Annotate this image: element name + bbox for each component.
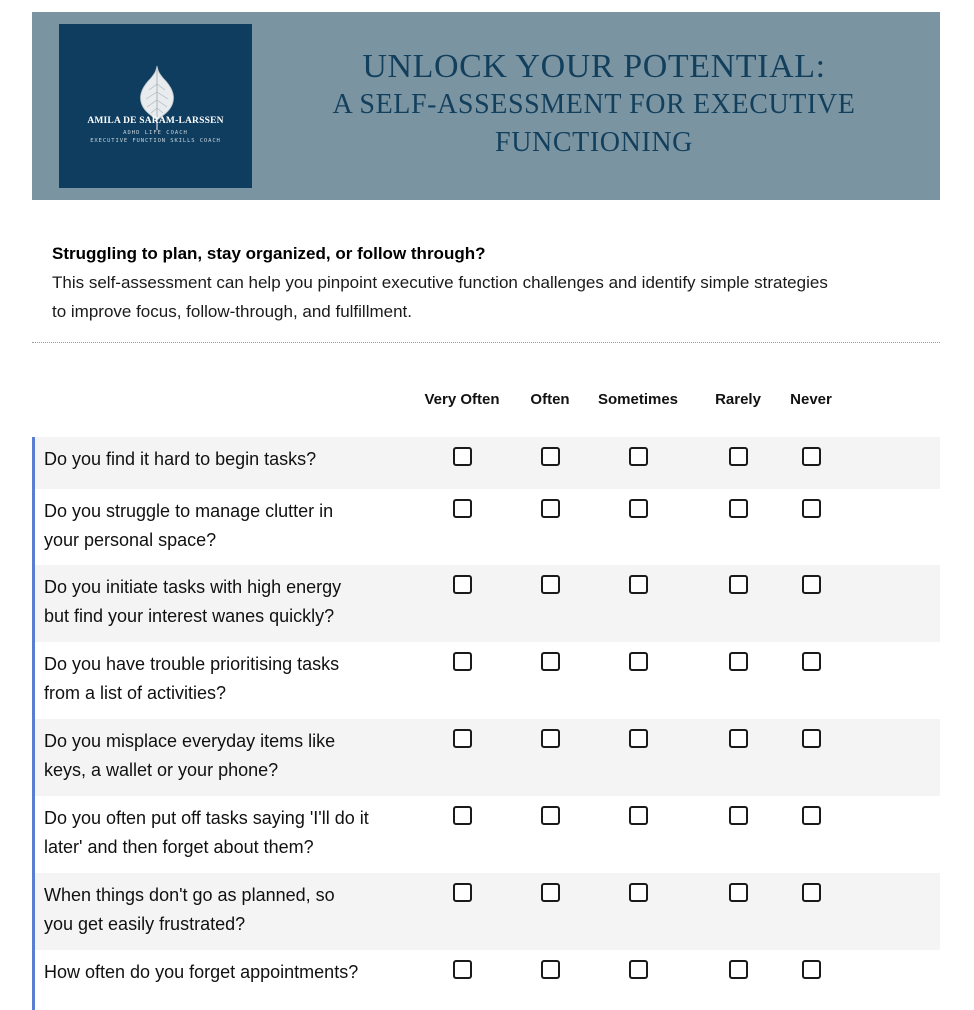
row-accent-bar [32, 796, 35, 873]
question-text [44, 650, 414, 708]
checkbox-sometimes[interactable] [629, 960, 648, 979]
checkbox-often[interactable] [541, 652, 560, 671]
checkbox-sometimes[interactable] [629, 883, 648, 902]
question-text [44, 573, 414, 631]
column-header-very-often: Very Often [424, 391, 500, 408]
row-accent-bar [32, 719, 35, 796]
question-row [32, 719, 940, 796]
checkbox-very-often[interactable] [453, 960, 472, 979]
intro-section [52, 239, 932, 326]
header-banner [32, 12, 940, 200]
checkbox-rarely[interactable] [729, 575, 748, 594]
logo-subtitle-skills-coach: EXECUTIVE FUNCTION SKILLS COACH [90, 138, 221, 144]
question-text [44, 445, 414, 474]
title-line-2: A SELF-ASSESSMENT FOR EXECUTIVE [332, 89, 856, 120]
checkbox-often[interactable] [541, 729, 560, 748]
row-accent-bar [32, 642, 35, 719]
checkbox-never[interactable] [802, 652, 821, 671]
checkbox-rarely[interactable] [729, 883, 748, 902]
checkbox-often[interactable] [541, 960, 560, 979]
checkbox-sometimes[interactable] [629, 499, 648, 518]
checkbox-never[interactable] [802, 883, 821, 902]
question-line-1: Do you initiate tasks with high energy [44, 577, 342, 597]
checkbox-rarely[interactable] [729, 499, 748, 518]
question-row [32, 796, 940, 873]
checkbox-very-often[interactable] [453, 729, 472, 748]
logo-subtitle-life-coach: ADHD LIFE COACH [123, 130, 188, 136]
question-line-2: your personal space? [44, 530, 217, 550]
checkbox-never[interactable] [802, 499, 821, 518]
page-title [294, 48, 894, 162]
question-line-2: from a list of activities? [44, 683, 227, 703]
title-line-3: FUNCTIONING [495, 127, 693, 158]
checkbox-never[interactable] [802, 575, 821, 594]
checkbox-sometimes[interactable] [629, 652, 648, 671]
checkbox-often[interactable] [541, 806, 560, 825]
checkbox-very-often[interactable] [453, 575, 472, 594]
row-accent-bar [32, 565, 35, 642]
column-header-rarely: Rarely [715, 391, 761, 408]
question-row [32, 565, 940, 642]
question-line-2: but find your interest wanes quickly? [44, 606, 335, 626]
column-header-never: Never [790, 391, 832, 408]
column-header-sometimes: Sometimes [597, 391, 679, 408]
checkbox-rarely[interactable] [729, 447, 748, 466]
checkbox-sometimes[interactable] [629, 806, 648, 825]
intro-body-line-2: to improve focus, follow-through, and fulfillment. [52, 302, 413, 321]
checkbox-sometimes[interactable] [629, 729, 648, 748]
question-line-1: Do you find it hard to begin tasks? [44, 449, 317, 469]
intro-body-line-1: This self-assessment can help you pinpoint executive function challenges and identify simple strategies [52, 273, 828, 292]
checkbox-never[interactable] [802, 729, 821, 748]
question-line-1: When things don't go as planned, so [44, 885, 335, 905]
question-row [32, 950, 940, 1010]
question-line-2: keys, a wallet or your phone? [44, 760, 279, 780]
question-row [32, 489, 940, 565]
checkbox-never[interactable] [802, 806, 821, 825]
row-accent-bar [32, 950, 35, 1010]
checkbox-rarely[interactable] [729, 806, 748, 825]
question-text [44, 804, 414, 862]
checkbox-very-often[interactable] [453, 806, 472, 825]
checkbox-sometimes[interactable] [629, 447, 648, 466]
intro-heading: Struggling to plan, stay organized, or follow through? [52, 244, 486, 263]
question-line-1: Do you misplace everyday items like [44, 731, 336, 751]
checkbox-rarely[interactable] [729, 652, 748, 671]
column-header-often: Often [530, 391, 570, 408]
title-line-1: UNLOCK YOUR POTENTIAL: [362, 48, 826, 85]
question-line-2: you get easily frustrated? [44, 914, 246, 934]
question-text [44, 958, 414, 987]
coach-logo [59, 24, 252, 188]
checkbox-often[interactable] [541, 447, 560, 466]
checkbox-very-often[interactable] [453, 499, 472, 518]
row-accent-bar [32, 873, 35, 950]
question-row [32, 873, 940, 950]
question-text [44, 727, 414, 785]
question-text [44, 497, 414, 555]
question-line-1: Do you struggle to manage clutter in [44, 501, 334, 521]
question-line-1: How often do you forget appointments? [44, 962, 359, 982]
checkbox-often[interactable] [541, 883, 560, 902]
question-text [44, 881, 414, 939]
checkbox-very-often[interactable] [453, 447, 472, 466]
row-accent-bar [32, 437, 35, 489]
question-row [32, 642, 940, 719]
section-divider [32, 342, 940, 343]
question-row [32, 437, 940, 489]
checkbox-rarely[interactable] [729, 960, 748, 979]
logo-name: AMILA DE SARAM-LARSSEN [87, 116, 224, 126]
question-line-2: later' and then forget about them? [44, 837, 314, 857]
checkbox-sometimes[interactable] [629, 575, 648, 594]
row-accent-bar [32, 489, 35, 565]
checkbox-never[interactable] [802, 447, 821, 466]
checkbox-never[interactable] [802, 960, 821, 979]
question-line-1: Do you often put off tasks saying 'I'll do it [44, 808, 369, 828]
checkbox-very-often[interactable] [453, 652, 472, 671]
checkbox-often[interactable] [541, 499, 560, 518]
checkbox-often[interactable] [541, 575, 560, 594]
checkbox-rarely[interactable] [729, 729, 748, 748]
question-line-1: Do you have trouble prioritising tasks [44, 654, 340, 674]
checkbox-very-often[interactable] [453, 883, 472, 902]
